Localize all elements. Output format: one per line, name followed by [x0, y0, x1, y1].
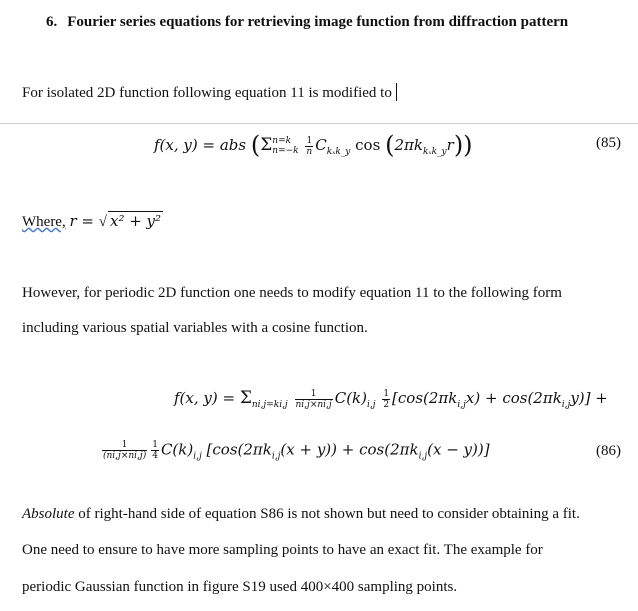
eq86-c1: C(k) [334, 389, 367, 407]
eq85-arg: 2πk [394, 136, 423, 154]
where-line: Where, r = √ x² + y² [22, 212, 162, 230]
equation-85-number: (85) [596, 135, 621, 151]
where-radicand: x² + y² [109, 212, 162, 230]
equation-86-line1: f(x, $y) = \Sigma_{ni,j=ki,j}$ $\frac{1}{ni,j\times ni,j}$ $C(k)_{i,j}$ $\frac{1}{2}$ $[\cos(2\pi k_{i,j}x) + \cos(2\pi k_{i,j}y)]$ + [174, 388, 608, 410]
eq86-l2-k2-sub: i,j [418, 451, 428, 462]
eq85-coef: C [315, 136, 327, 154]
eq85-frac-den: n [306, 146, 313, 157]
eq85-abs: abs [219, 136, 247, 154]
eq86-mid1: x) + cos(2πk [465, 389, 562, 407]
page-divider [0, 123, 638, 124]
eq85-sum-lower: n=−k [272, 146, 299, 156]
absolute-word: Absolute [22, 506, 75, 522]
eq85-sum-upper: n=k [272, 136, 292, 146]
eq86-bracket2: [cos(2πk [206, 440, 272, 459]
eq86-half-num: 1 [383, 388, 390, 399]
eq86-k2-sub: i,j [561, 400, 571, 410]
paragraph-absolute-line1 [22, 506, 580, 523]
eq86-k1-sub: i,j [457, 400, 466, 410]
eq85-lhs: f(x, y) = [154, 136, 220, 154]
paragraph-intro[interactable] [22, 83, 397, 102]
eq86-l2-k1-sub: i,j [271, 451, 281, 462]
eq86-c2-sub: i,j [193, 451, 202, 462]
eq86-l2-frac-den: (ni,j×ni,j) [103, 451, 147, 461]
eq85-coef-sub: kₓk_y [326, 147, 351, 157]
paragraph-periodic-line1: However, for periodic 2D function one needs to modify equation 11 to the following form [22, 285, 562, 301]
paragraph-intro-text: For isolated 2D function following equation 11 is modified to [22, 85, 392, 101]
section-heading [46, 14, 568, 31]
eq86-end1: y)] + [570, 389, 608, 407]
eq85-cos: cos [355, 136, 381, 154]
text-cursor [396, 83, 397, 101]
section-number: 6. [46, 14, 58, 30]
eq86-four: 4 [152, 451, 158, 461]
eq86-lhs: f(x, y) = [174, 389, 240, 407]
paragraph-absolute-line3: periodic Gaussian function in figure S19 used 400×400 sampling points. [22, 579, 458, 595]
eq86-bracket1: [cos(2πk [392, 389, 458, 407]
eq86-mid2: (x + y)) + cos(2πk [280, 440, 419, 459]
absolute-line1-rest: of right-hand side of equation S86 is not shown but need to consider obtaining a fit. [74, 506, 580, 522]
eq86-frac-den: ni,j×ni,j [295, 399, 332, 410]
section-title: Fourier series equations for retrieving image function from diffraction pattern [67, 14, 569, 30]
paragraph-absolute-line2: One need to ensure to have more sampling points to have an exact fit. The example for [22, 542, 543, 558]
eq86-sum-sub: ni,j=ki,j [251, 400, 288, 410]
eq86-end2: (x − y))] [427, 440, 490, 459]
equation-86-line2 [100, 440, 490, 462]
eq86-frac-num: 1 [295, 389, 333, 400]
eq85-arg-tail: r [446, 136, 454, 154]
eq86-half-den: 2 [383, 399, 390, 410]
equation-86-number: (86) [596, 443, 621, 459]
where-lhs: r = [69, 212, 99, 230]
eq86-c2: C(k) [160, 440, 194, 459]
eq85-frac-num: 1 [306, 135, 313, 146]
paragraph-periodic-line2: including various spatial variables with a cosine function. [22, 320, 368, 336]
eq85-arg-sub: kₓk_y [422, 147, 447, 157]
eq86-quarter-num: 1 [152, 440, 158, 450]
where-label[interactable]: Where, [22, 214, 66, 230]
equation-85: f(x, y) = abs (Σ n=k n=−k $\frac{1}{n}$ $C_{k_xk\_y}$ $\cos (2\pi k_{k_xk\_y}r)$) [154, 131, 473, 159]
eq86-c1-sub: i,j [367, 400, 376, 410]
eq86-l2-frac-num: 1 [102, 440, 147, 451]
